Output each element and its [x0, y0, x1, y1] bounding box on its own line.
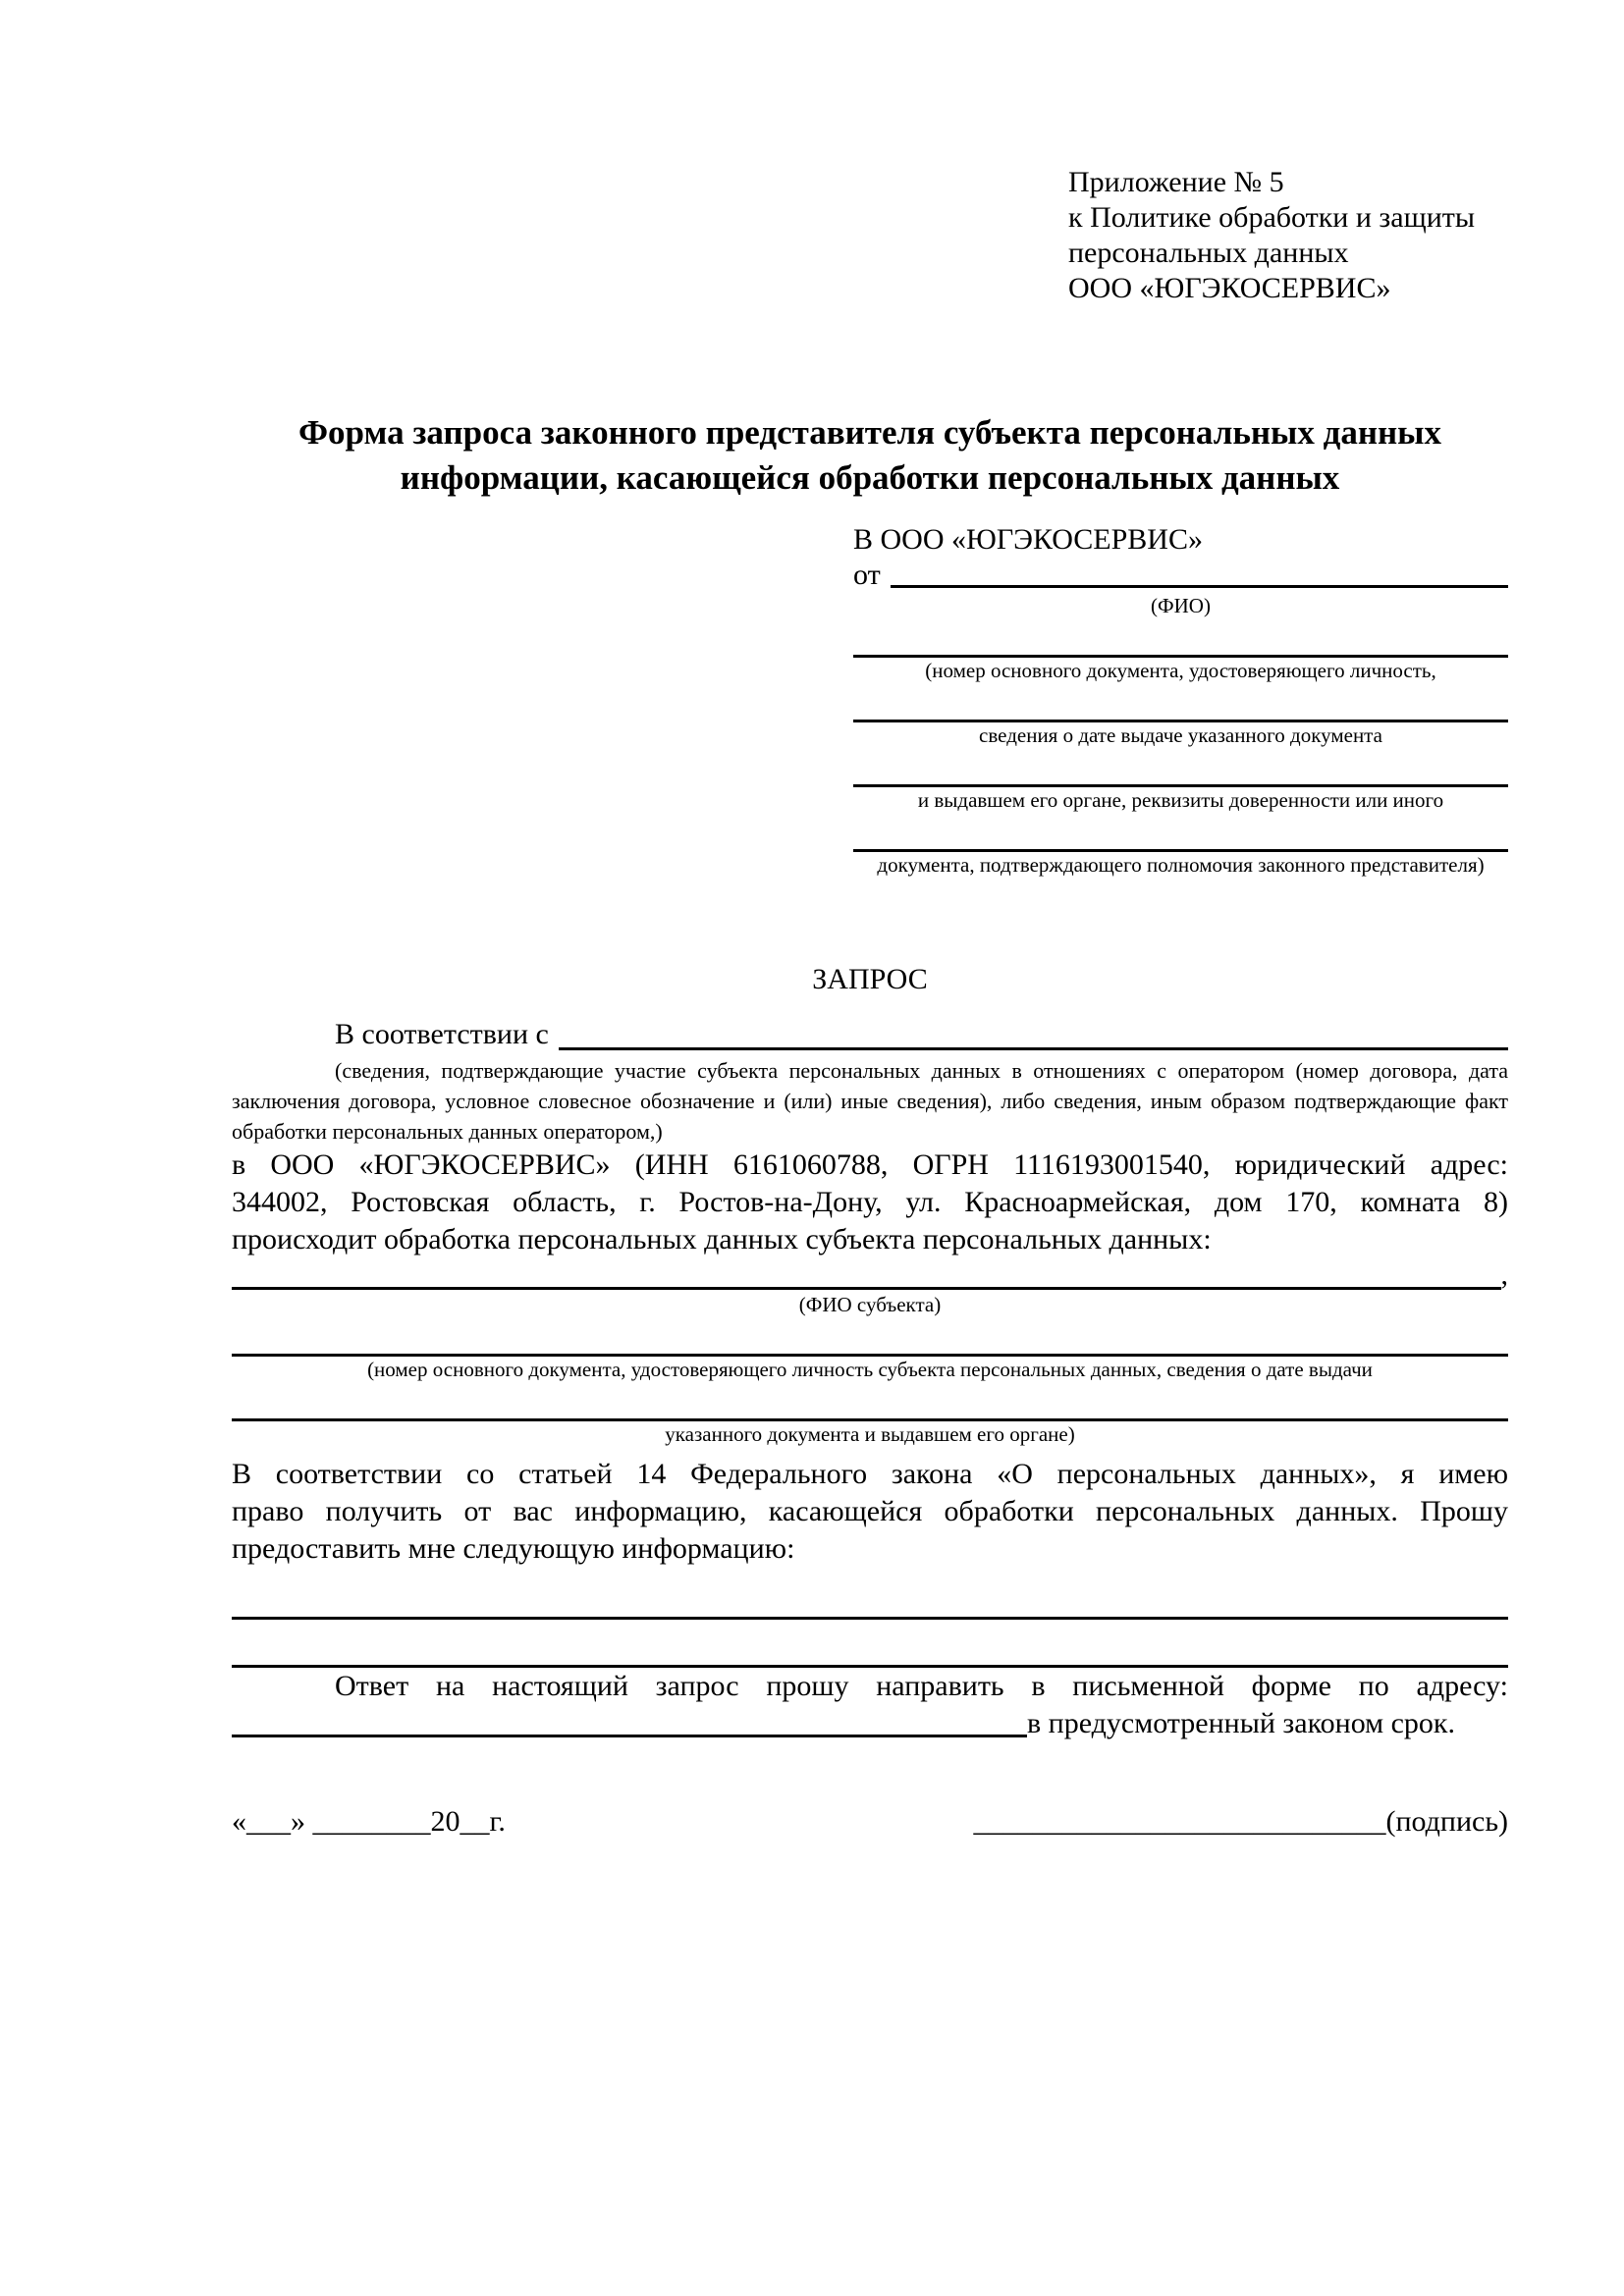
- law-paragraph: [232, 1456, 1508, 1568]
- footer-row: [232, 1803, 1508, 1841]
- subject-doc-blank-field: [232, 1389, 1508, 1421]
- answer-line: Ответ на настоящий запрос прошу направить в письменной форме по адресу:: [335, 1670, 1508, 1702]
- doc-caption: документа, подтверждающего полномочия законного представителя): [877, 853, 1485, 877]
- accordance-prefix: В соответствии с: [335, 1018, 549, 1050]
- answer-address-row: [232, 1705, 1508, 1742]
- addressee-block: [853, 522, 1508, 879]
- doc-blank-field: [853, 814, 1508, 852]
- form-title: [232, 410, 1508, 501]
- appendix-line: персональных данных: [1068, 237, 1349, 269]
- signature-area: [973, 1803, 1508, 1841]
- appendix-line: к Политике обработки и защиты: [1068, 201, 1476, 234]
- answer-line-suffix: в предусмотренный законом срок.: [1027, 1707, 1455, 1739]
- subject-fio-comma: ,: [1500, 1258, 1508, 1291]
- law-line: В соответствии со статьей 14 Федерального закона «О персональных данных», я имею: [232, 1458, 1508, 1490]
- doc-caption: (номер основного документа, удостоверяющего личность,: [925, 659, 1436, 682]
- info-blank-field: [232, 1635, 1508, 1668]
- doc-caption: и выдавшем его органе, реквизиты доверенности или иного: [917, 788, 1444, 812]
- accordance-blank-field: [559, 1014, 1508, 1050]
- fio-blank-field: [891, 558, 1508, 588]
- operator-line: 344002, Ростовская область, г. Ростов-на-Дону, ул. Красноармейская, дом 170, комната 8): [232, 1186, 1508, 1218]
- subject-doc-blank-field: [232, 1324, 1508, 1357]
- subject-fio-row: [232, 1258, 1508, 1292]
- operator-paragraph: [232, 1147, 1508, 1258]
- subject-fio-blank-field: [232, 1258, 1501, 1290]
- doc-caption: сведения о дате выдаче указанного документа: [979, 723, 1382, 747]
- info-blank-field: [232, 1587, 1508, 1620]
- signature-caption: (подпись): [1385, 1805, 1508, 1838]
- address-blank-field: [232, 1705, 1027, 1737]
- operator-line: в ООО «ЮГЭКОСЕРВИС» (ИНН 6161060788, ОГРН 1116193001540, юридический адрес:: [232, 1148, 1508, 1181]
- form-title-line: Форма запроса законного представителя субъекта персональных данных: [298, 413, 1441, 452]
- addressee-to: В ООО «ЮГЭКОСЕРВИС»: [853, 523, 1203, 556]
- accordance-caption-line: обработки персональных данных оператором,): [232, 1119, 663, 1144]
- appendix-line: ООО «ЮГЭКОСЕРВИС»: [1068, 272, 1391, 304]
- appendix-line: Приложение № 5: [1068, 166, 1284, 198]
- doc-blank-field: [853, 619, 1508, 658]
- subject-doc-caption: (номер основного документа, удостоверяющего личность субъекта персональных данных, сведения о дате выдачи: [367, 1358, 1373, 1381]
- fio-caption: (ФИО): [1151, 594, 1211, 617]
- law-line: право получить от вас информацию, касающейся обработки персональных данных. Прошу: [232, 1495, 1508, 1527]
- appendix-header: [1068, 165, 1508, 306]
- subject-fio-caption: (ФИО субъекта): [798, 1293, 942, 1316]
- signature-blank-field: ____________________________: [973, 1805, 1386, 1838]
- doc-blank-field: [853, 749, 1508, 787]
- accordance-row: [232, 1014, 1508, 1055]
- law-line: предоставить мне следующую информацию:: [232, 1532, 795, 1565]
- from-row: [853, 558, 1508, 593]
- form-title-line: информации, касающейся обработки персональных данных: [400, 458, 1340, 497]
- date-field: «___» ________20__г.: [232, 1805, 506, 1838]
- doc-blank-field: [853, 684, 1508, 722]
- accordance-caption-line: заключения договора, условное словесное обозначение и (или) иные сведения), либо сведения, иным образом подтверждающие факт: [232, 1089, 1508, 1113]
- operator-line: происходит обработка персональных данных субъекта персональных данных:: [232, 1223, 1212, 1255]
- from-label: от: [853, 559, 881, 591]
- request-heading: ЗАПРОС: [812, 963, 928, 995]
- subject-doc-caption: указанного документа и выдавшем его органе): [665, 1422, 1075, 1446]
- accordance-caption: [232, 1055, 1508, 1147]
- accordance-caption-line: (сведения, подтверждающие участие субъекта персональных данных в отношениях с оператором (номер договора, дата: [335, 1058, 1508, 1083]
